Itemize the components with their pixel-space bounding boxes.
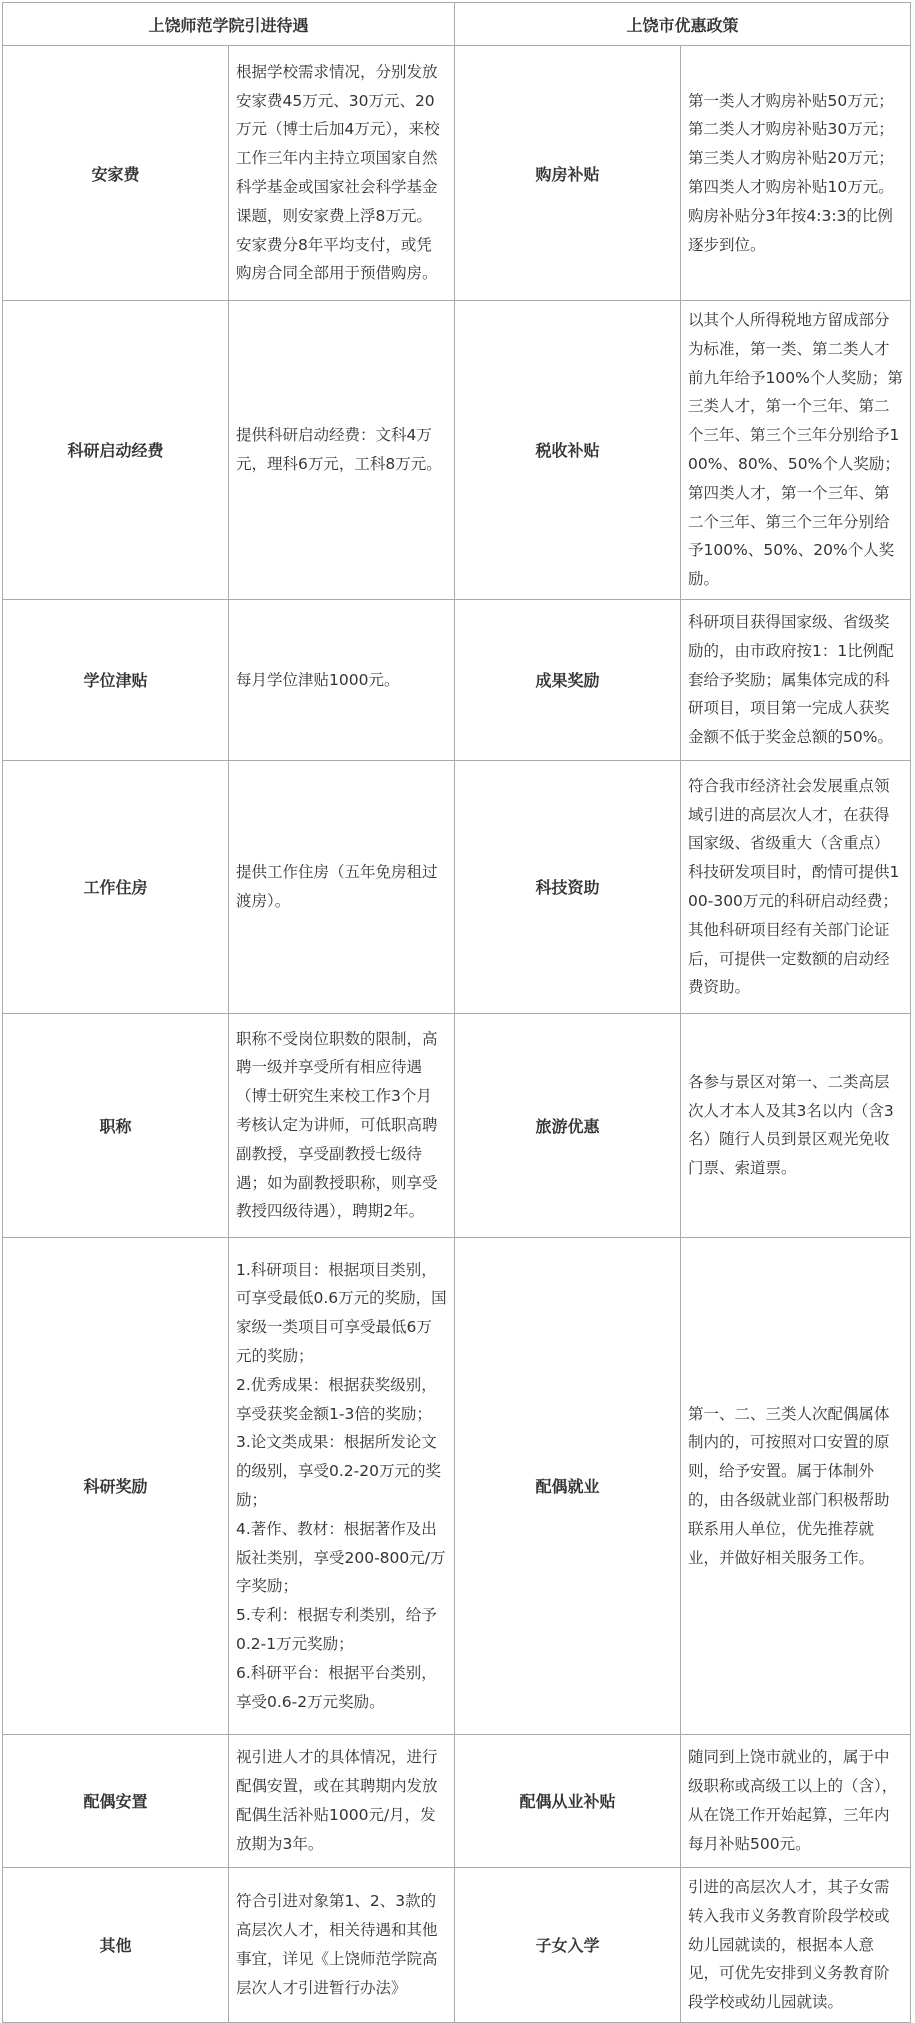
header-row (3, 3, 911, 46)
left-column-header: 上饶师范学院引进待遇 (3, 3, 455, 46)
table-row (3, 46, 911, 301)
table-row (3, 301, 911, 600)
city-policy-label: 成果奖励 (455, 599, 681, 760)
city-policy-text: 引进的高层次人才，其子女需转入我市义务教育阶段学校或幼儿园就读的，根据本人意见，可优先安排到义务教育阶段学校或幼儿园就读。 (681, 1867, 911, 2022)
city-policy-label: 税收补贴 (455, 301, 681, 600)
college-benefit-label: 科研启动经费 (3, 301, 229, 600)
college-benefit-text: 每月学位津贴1000元。 (229, 599, 455, 760)
table-row (3, 760, 911, 1013)
college-benefit-label: 学位津贴 (3, 599, 229, 760)
college-benefit-text: 根据学校需求情况，分别发放安家费45万元、30万元、20万元（博士后加4万元），来校工作三年内主持立项国家自然科学基金或国家社会科学基金课题，则安家费上浮8万元。安家费分8年平均支付，或凭购房合同全部用于预借购房。 (229, 46, 455, 301)
table-row (3, 1734, 911, 1867)
talent-policy-table (2, 2, 911, 2023)
table-row (3, 1013, 911, 1237)
college-benefit-text: 1.科研项目：根据项目类别，可享受最低0.6万元的奖励，国家级一类项目可享受最低6万元的奖励； 2.优秀成果：根据获奖级别，享受获奖金额1-3倍的奖励； 3.论文类成果：根据所发论文的级别，享受0.2-20万元的奖励； 4.著作、教材：根据著作及出版社类别，享受200-800元/万字奖励； 5.专利：根据专利类别，给予0.2-1万元奖励； 6.科研平台：根据平台类别，享受0.6-2万元奖励。 (229, 1237, 455, 1734)
college-benefit-label: 安家费 (3, 46, 229, 301)
college-benefit-label: 科研奖励 (3, 1237, 229, 1734)
city-policy-text: 各参与景区对第一、二类高层次人才本人及其3名以内（含3名）随行人员到景区观光免收门票、索道票。 (681, 1013, 911, 1237)
city-policy-text: 以其个人所得税地方留成部分为标准，第一类、第二类人才前九年给予100%个人奖励；第三类人才，第一个三年、第二个三年、第三个三年分别给予100%、80%、50%个人奖励；第四类人才，第一个三年、第二个三年、第三个三年分别给予100%、50%、20%个人奖励。 (681, 301, 911, 600)
college-benefit-label: 工作住房 (3, 760, 229, 1013)
college-benefit-label: 职称 (3, 1013, 229, 1237)
city-policy-text: 第一、二、三类人次配偶属体制内的，可按照对口安置的原则，给予安置。属于体制外的，由各级就业部门积极帮助联系用人单位，优先推荐就业，并做好相关服务工作。 (681, 1237, 911, 1734)
city-policy-label: 子女入学 (455, 1867, 681, 2022)
city-policy-text: 第一类人才购房补贴50万元； 第二类人才购房补贴30万元； 第三类人才购房补贴20万元； 第四类人才购房补贴10万元。 购房补贴分3年按4:3:3的比例逐步到位。 (681, 46, 911, 301)
college-benefit-text: 职称不受岗位职数的限制，高聘一级并享受所有相应待遇（博士研究生来校工作3个月考核认定为讲师，可低职高聘副教授，享受副教授七级待遇；如为副教授职称，则享受教授四级待遇），聘期2年。 (229, 1013, 455, 1237)
college-benefit-text: 符合引进对象第1、2、3款的高层次人才，相关待遇和其他事宜，详见《上饶师范学院高层次人才引进暂行办法》 (229, 1867, 455, 2022)
college-benefit-text: 提供工作住房（五年免房租过渡房）。 (229, 760, 455, 1013)
city-policy-label: 购房补贴 (455, 46, 681, 301)
college-benefit-label: 其他 (3, 1867, 229, 2022)
city-policy-label: 科技资助 (455, 760, 681, 1013)
city-policy-label: 配偶就业 (455, 1237, 681, 1734)
table-row (3, 599, 911, 760)
city-policy-text: 随同到上饶市就业的，属于中级职称或高级工以上的（含），从在饶工作开始起算，三年内每月补贴500元。 (681, 1734, 911, 1867)
college-benefit-text: 提供科研启动经费：文科4万元，理科6万元，工科8万元。 (229, 301, 455, 600)
table-row (3, 1237, 911, 1734)
city-policy-label: 配偶从业补贴 (455, 1734, 681, 1867)
city-policy-text: 符合我市经济社会发展重点领域引进的高层次人才，在获得国家级、省级重大（含重点）科技研发项目时，酌情可提供100-300万元的科研启动经费；其他科研项目经有关部门论证后，可提供一定数额的启动经费资助。 (681, 760, 911, 1013)
city-policy-label: 旅游优惠 (455, 1013, 681, 1237)
right-column-header: 上饶市优惠政策 (455, 3, 911, 46)
city-policy-text: 科研项目获得国家级、省级奖励的，由市政府按1：1比例配套给予奖励；属集体完成的科研项目，项目第一完成人获奖金额不低于奖金总额的50%。 (681, 599, 911, 760)
college-benefit-label: 配偶安置 (3, 1734, 229, 1867)
college-benefit-text: 视引进人才的具体情况，进行配偶安置，或在其聘期内发放配偶生活补贴1000元/月，发放期为3年。 (229, 1734, 455, 1867)
table-row (3, 1867, 911, 2022)
